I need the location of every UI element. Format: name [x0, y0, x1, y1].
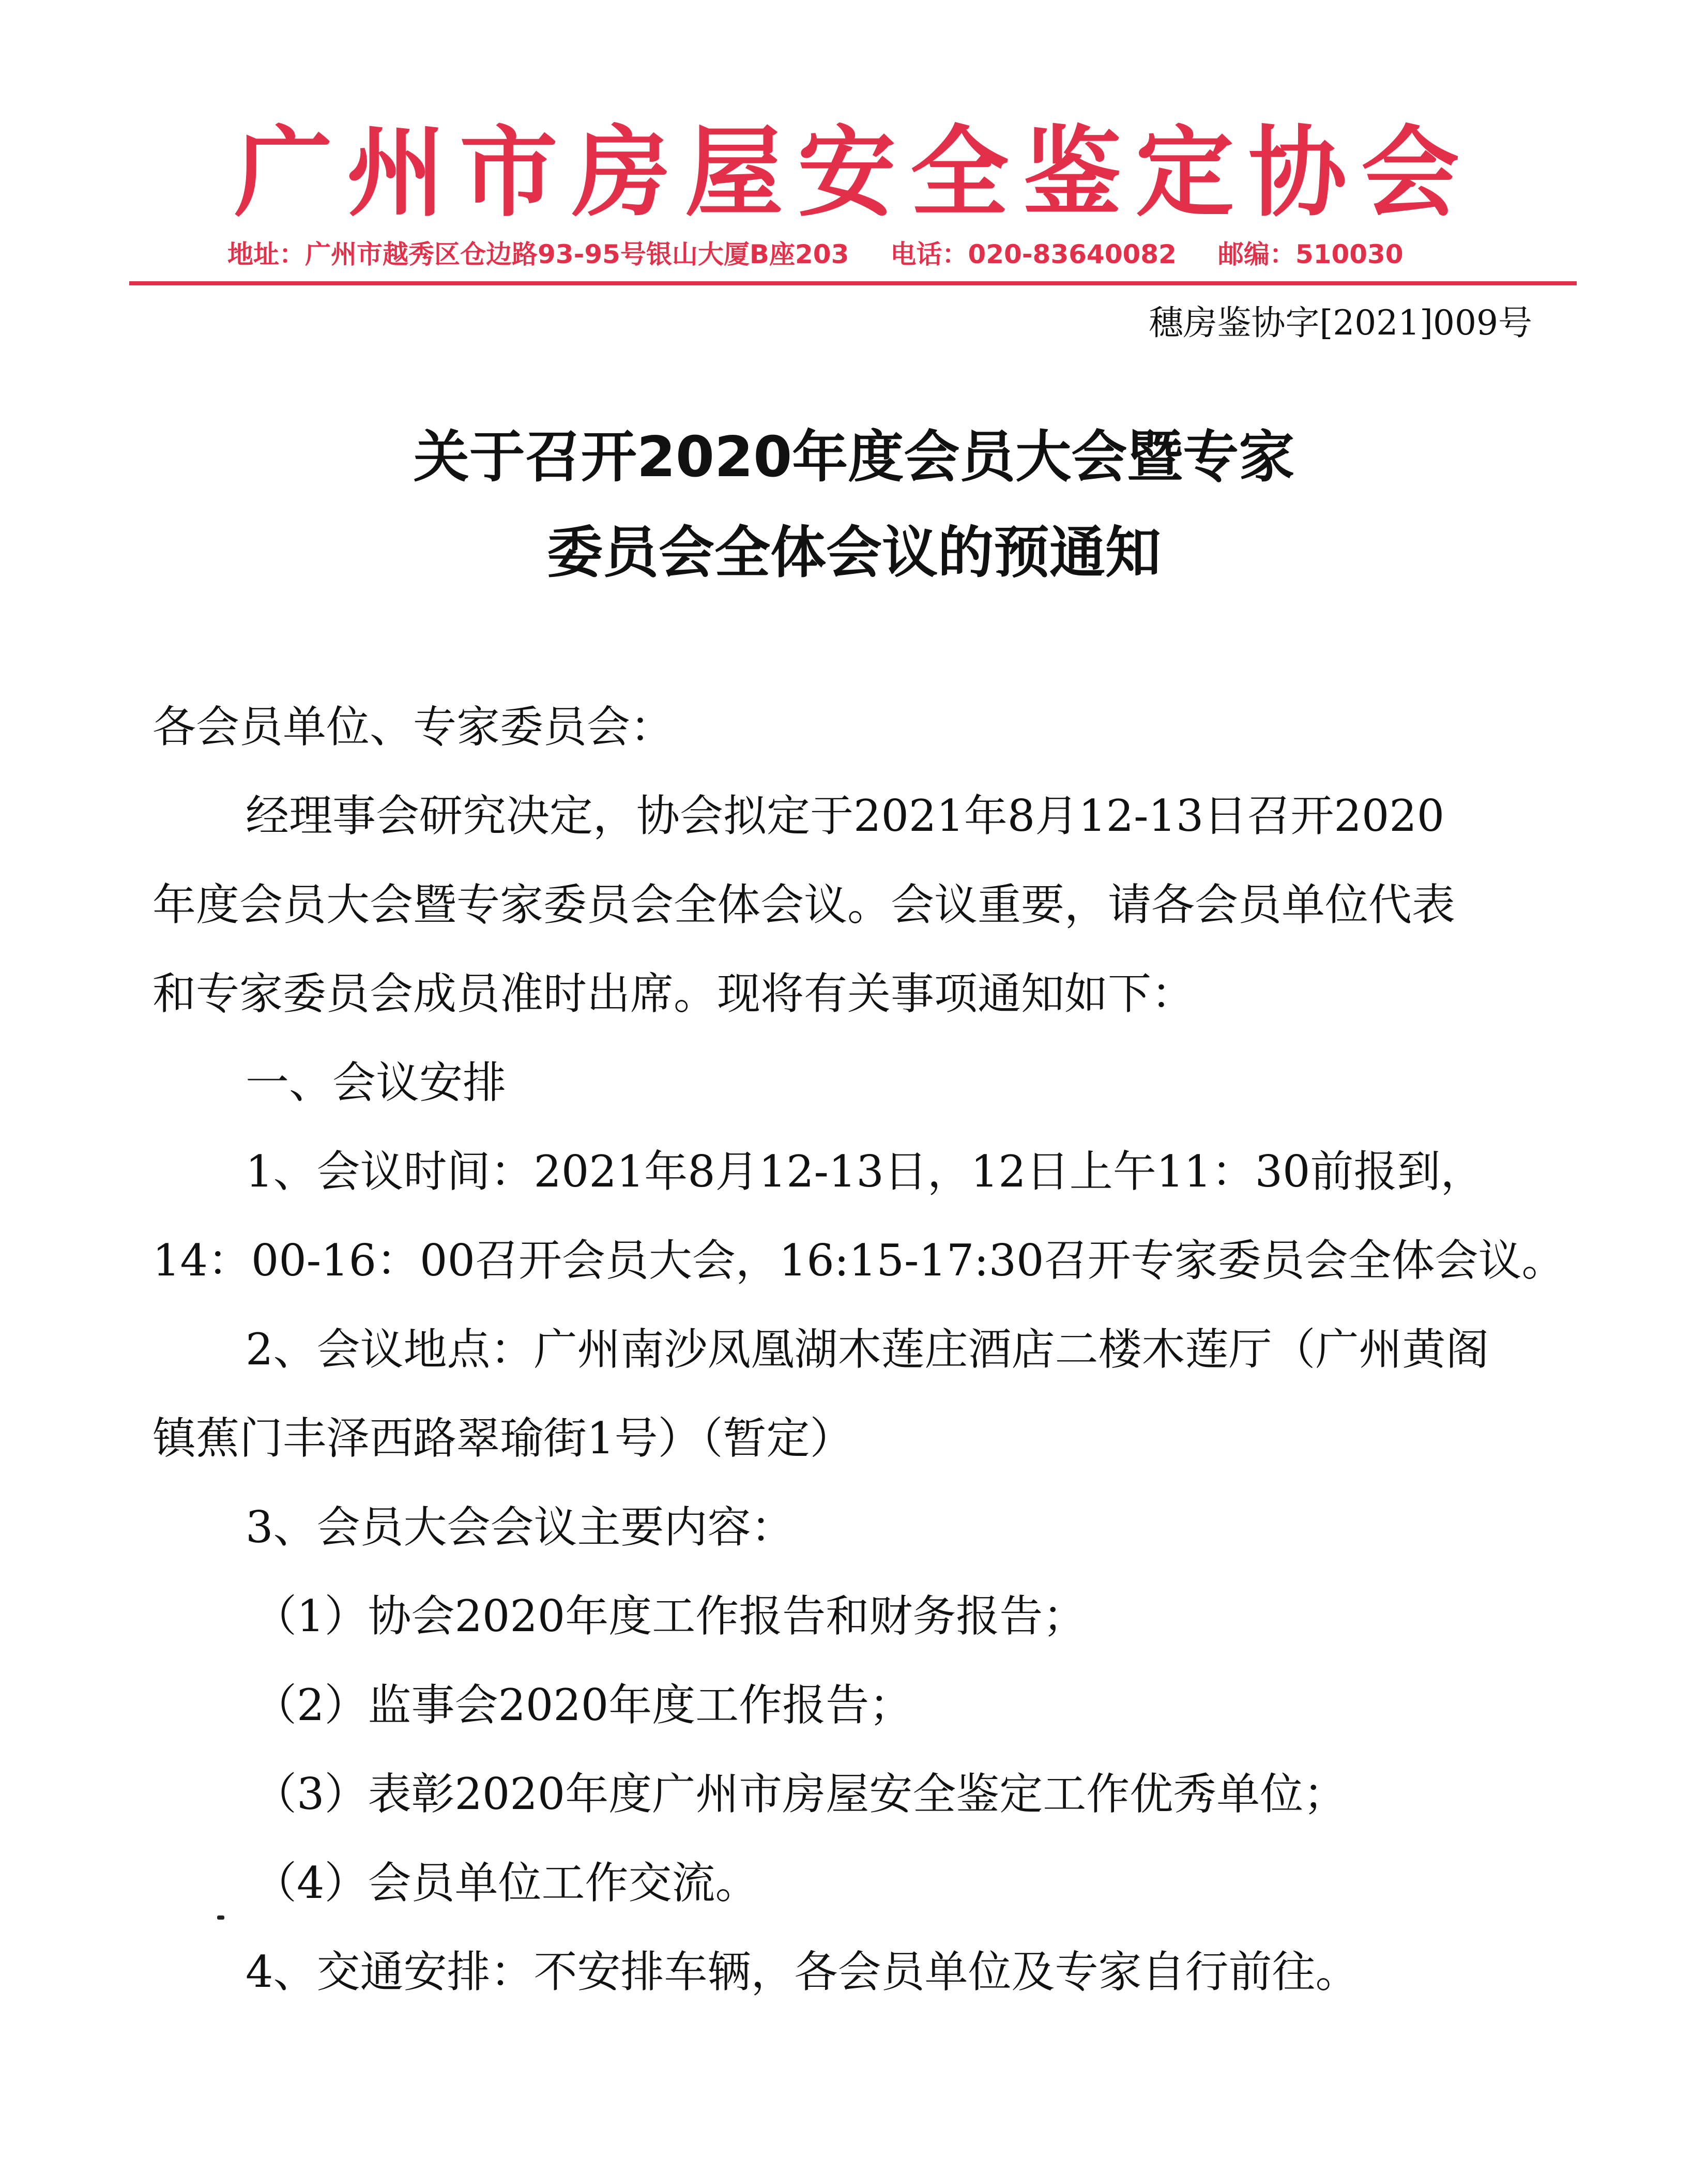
letterhead-contact-line	[227, 234, 1404, 275]
intro-line-1: 经理事会研究决定，协会拟定于2021年8月12-13日召开2020	[246, 790, 1445, 841]
document-number: 穗房鉴协字[2021]009号	[1149, 303, 1532, 343]
intro-line-2: 年度会员大会暨专家委员会全体会议。会议重要，请各会员单位代表	[152, 879, 1456, 930]
item-3-subitem-2: （2）监事会2020年度工作报告；	[253, 1680, 913, 1730]
item-1-line-1: 1、会议时间：2021年8月12-13日，12日上午11：30前报到，	[246, 1146, 1484, 1197]
letterhead-address: 地址：广州市越秀区仓边路93-95号银山大厦B座203	[227, 239, 849, 269]
item-2-line-2: 镇蕉门丰泽西路翠瑜街1号）（暂定）	[152, 1413, 853, 1464]
scan-speck	[217, 1915, 224, 1920]
item-2-line-1: 2、会议地点：广州南沙凤凰湖木莲庄酒店二楼木莲厅（广州黄阁	[246, 1324, 1489, 1375]
item-1-line-2: 14：00-16：00召开会员大会，16:15-17:30召开专家委员会全体会议。	[152, 1235, 1565, 1286]
document-title-line-1: 关于召开2020年度会员大会暨专家	[413, 425, 1295, 490]
letterhead-postcode: 邮编：510030	[1217, 239, 1404, 269]
section-1-heading: 一、会议安排	[246, 1057, 507, 1108]
item-3-heading: 3、会员大会会议主要内容：	[246, 1502, 795, 1553]
item-3-subitem-1: （1）协会2020年度工作报告和财务报告；	[253, 1591, 1087, 1641]
letterhead-organization-name: 广州市房屋安全鉴定协会	[234, 116, 1474, 230]
document-title-line-2: 委员会全体会议的预通知	[546, 521, 1161, 585]
item-4: 4、交通安排：不安排车辆，各会员单位及专家自行前往。	[246, 1947, 1359, 1997]
letterhead-phone: 电话：020-83640082	[890, 239, 1177, 269]
item-3-subitem-3: （3）表彰2020年度广州市房屋安全鉴定工作优秀单位；	[253, 1769, 1347, 1819]
intro-line-3: 和专家委员会成员准时出席。现将有关事项通知如下：	[152, 968, 1195, 1019]
letterhead-divider	[129, 281, 1577, 285]
item-3-subitem-4: （4）会员单位工作交流。	[253, 1858, 759, 1908]
salutation: 各会员单位、专家委员会：	[152, 702, 674, 752]
